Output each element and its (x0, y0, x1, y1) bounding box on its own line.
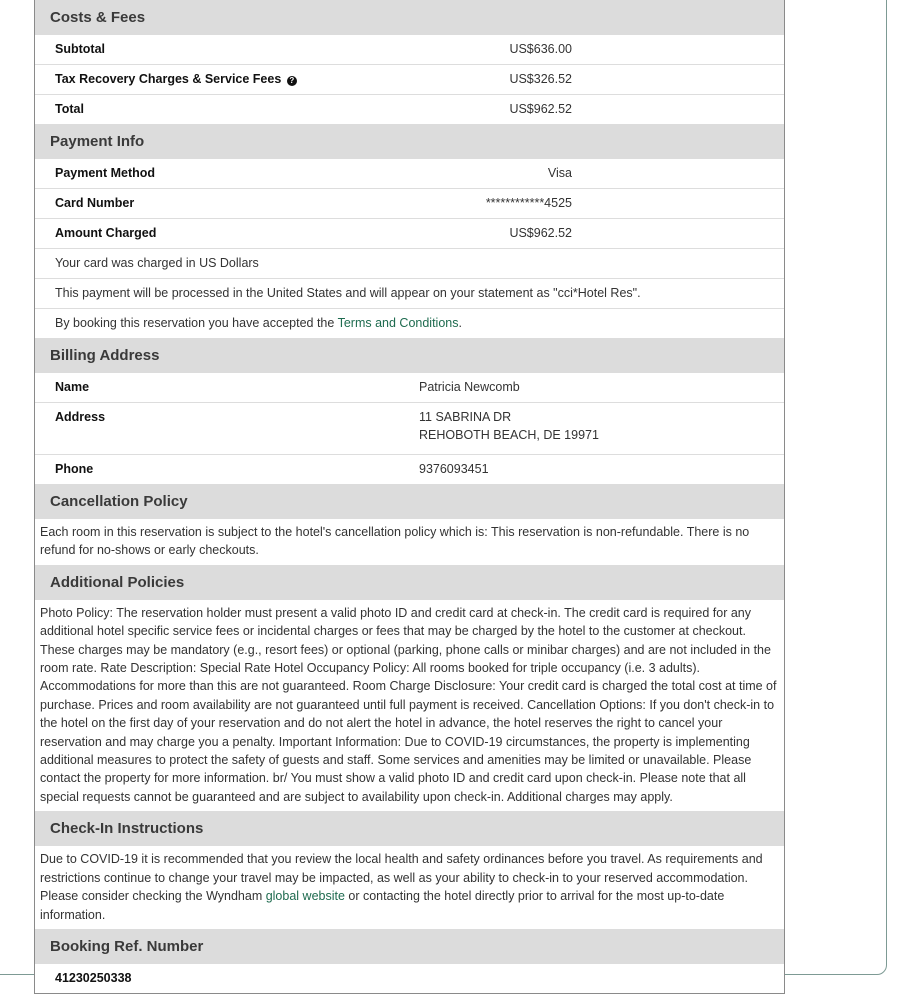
cost-row-subtotal (35, 35, 784, 65)
payment-row-amount (35, 219, 784, 249)
cost-label: Subtotal (55, 42, 105, 56)
terms-and-conditions-link[interactable]: Terms and Conditions (337, 316, 459, 330)
billing-address-value (419, 408, 599, 444)
cost-value: US$962.52 (509, 102, 572, 116)
checkin-header: Check-In Instructions (35, 811, 784, 846)
checkin-section (35, 811, 784, 929)
terms-prefix: By booking this reservation you have accepted the (55, 316, 338, 330)
billing-header: Billing Address (35, 338, 784, 373)
payment-value: Visa (547, 166, 572, 180)
cost-value: US$636.00 (509, 42, 572, 56)
additional-policies-header: Additional Policies (35, 565, 784, 600)
cancellation-text: Each room in this reservation is subject to the hotel's cancellation policy which is: This reservation is non-refundable. There is no refund for no-shows or early checkouts. (40, 525, 750, 558)
billing-row-phone (35, 455, 784, 484)
payment-value: US$962.52 (509, 226, 572, 240)
cancellation-section (35, 484, 784, 565)
processing-note: This payment will be processed in the United States and will appear on your statement as "cci*Hotel Res". (35, 279, 784, 309)
payment-header: Payment Info (35, 124, 784, 159)
currency-note: Your card was charged in US Dollars (35, 249, 784, 279)
billing-row-address (35, 403, 784, 455)
billing-label: Address (55, 410, 106, 424)
checkin-text (35, 846, 784, 929)
billing-label: Name (55, 380, 90, 394)
additional-policies-section (35, 565, 784, 811)
terms-suffix: . (458, 316, 462, 330)
payment-row-method (35, 159, 784, 189)
reservation-details-panel (34, 0, 785, 994)
payment-label: Card Number (55, 196, 135, 210)
address-line-1: 11 SABRINA DR (419, 410, 512, 424)
booking-ref-section (35, 929, 784, 993)
payment-label: Payment Method (55, 166, 156, 180)
question-circle-icon[interactable]: ? (287, 76, 297, 86)
address-line-2: REHOBOTH BEACH, DE 19971 (419, 428, 599, 442)
checkin-text-after: or contacting the hotel directly prior to arrival for the most up-to-date information. (40, 889, 725, 922)
cost-value: US$326.52 (509, 72, 572, 86)
costs-header: Costs & Fees (35, 0, 784, 35)
cancellation-header: Cancellation Policy (35, 484, 784, 519)
costs-section (35, 0, 784, 124)
payment-value: ************4525 (485, 196, 572, 210)
booking-ref-number: 41230250338 (55, 970, 132, 985)
payment-row-card-number (35, 189, 784, 219)
billing-label: Phone (55, 462, 94, 476)
checkin-text-before: Due to COVID-19 it is recommended that you review the local health and safety ordinances before you travel. As requirements and restrictions continue to change your travel may be impacted, as well as your ability to check-in to your reserved accommodation. Please consider checking the Wyndham (40, 852, 763, 904)
global-website-link[interactable]: global website (265, 889, 345, 904)
billing-section (35, 338, 784, 484)
booking-ref-header: Booking Ref. Number (35, 929, 784, 964)
billing-name-value: Patricia Newcomb (419, 380, 520, 394)
cost-label: Total (55, 102, 84, 116)
billing-phone-value: 9376093451 (419, 462, 489, 476)
terms-note (35, 309, 784, 338)
billing-row-name (35, 373, 784, 403)
additional-policies-text: Photo Policy: The reservation holder must present a valid photo ID and credit card at check-in. The credit card is required for any additional hotel specific service fees or incidental charges or fees that may be charged by the hotel to the customer at checkout. These charges may be mandatory (e.g., resort fees) or optional (parking, phone calls or minibar charges) and are not included in the room rate. Rate Description: Special Rate Hotel Occupancy Policy: All rooms booked for triple occupancy (i.e. 3 adults). Accommodations for more than this are not guaranteed. Room Charge Disclosure: Your credit card is charged the total cost at time of purchase. Prices and room availability are not guaranteed until full payment is received. Cancellation Options: If you don't check-in to the hotel on the first day of your reservation and do not alert the hotel in advance, the hotel reserves the right to cancel your reservation and may charge you a penalty. Important Information: Due to COVID-19 circumstances, the property is implementing additional measures to protect the safety of guests and staff. Some services and amenities may be limited or unavailable. Please contact the property for more information. br/ You must show a valid photo ID and credit card upon check-in. Please note that all special requests cannot be guaranteed and are subject to availability upon check-in. Additional charges may apply. (40, 605, 777, 804)
cost-row-tax-fees (35, 65, 784, 95)
cost-label: Tax Recovery Charges & Service Fees (55, 72, 282, 86)
payment-label: Amount Charged (55, 226, 157, 240)
cost-row-total (35, 95, 784, 124)
payment-section (35, 124, 784, 338)
